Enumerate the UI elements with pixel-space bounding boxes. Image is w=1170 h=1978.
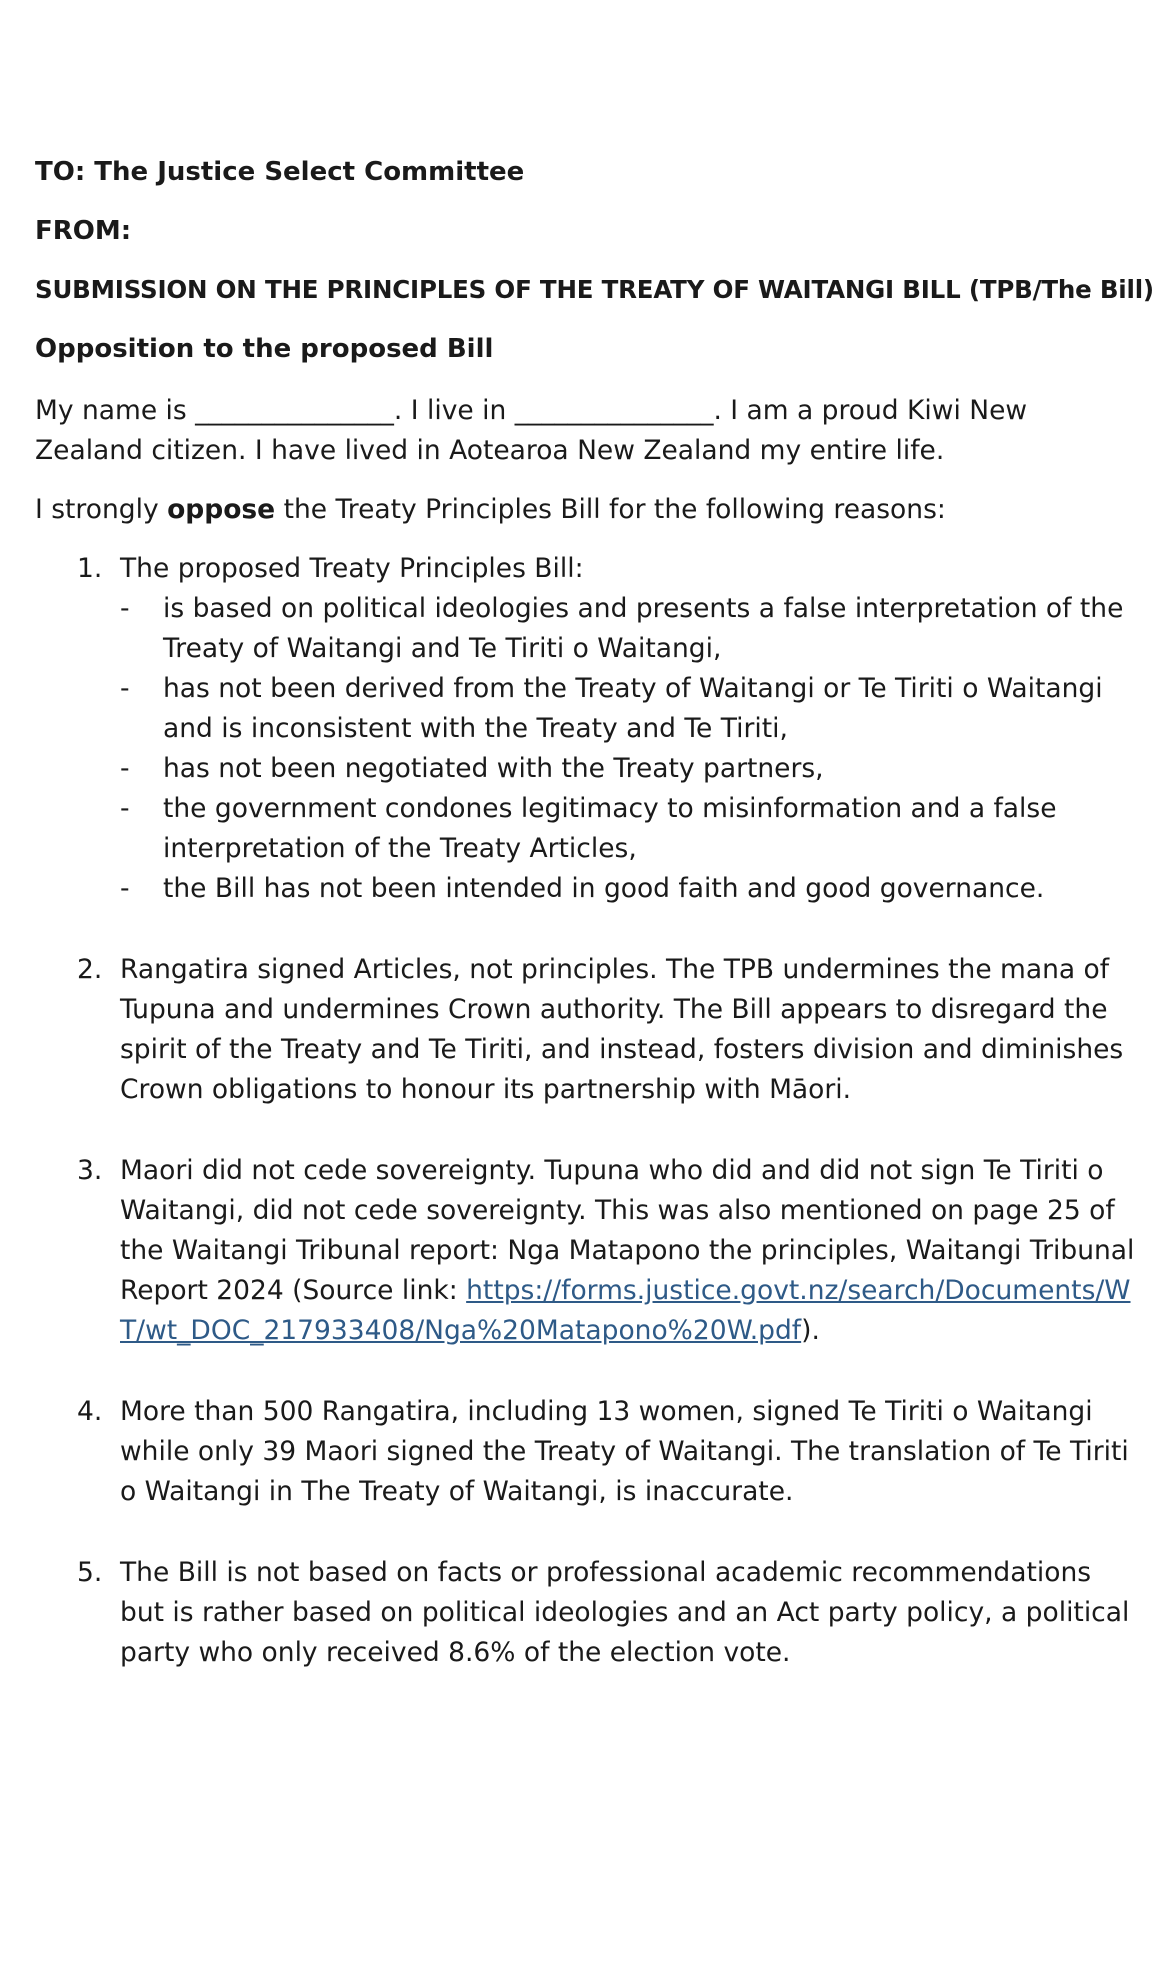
reason-sublist bbox=[120, 589, 1135, 909]
sublist-item bbox=[120, 749, 1135, 789]
sublist-item bbox=[120, 669, 1135, 749]
reason-item bbox=[35, 1553, 1135, 1673]
reason-lead: The proposed Treaty Principles Bill: bbox=[120, 553, 584, 584]
sublist-item bbox=[120, 869, 1135, 909]
reason-text: Maori did not cede sovereignty. Tupuna who did and did not sign Te Tiriti o Waitangi, did not cede sovereignty. This was also mentioned on page 25 of the Waitangi Tribunal report: Nga Matapono the principles, Waitangi Tribunal Report 2024 (Source link: bbox=[120, 1155, 1135, 1306]
sublist-text: has not been negotiated with the Treaty partners, bbox=[163, 753, 824, 784]
sublist-text: is based on political ideologies and presents a false interpretation of the Treaty of Waitangi and Te Tiriti o Waitangi, bbox=[163, 593, 1124, 664]
reason-number: 4. bbox=[77, 1396, 103, 1427]
from-line: FROM: bbox=[35, 216, 132, 246]
stance-emphasis: oppose bbox=[167, 494, 276, 525]
reason-item bbox=[35, 549, 1135, 909]
intro-paragraph: My name is _______________. I live in _______________. I am a proud Kiwi New Zealand citizen. I have lived in Aotearoa New Zealand my entire life. bbox=[35, 395, 1028, 466]
dash-bullet: - bbox=[120, 753, 130, 784]
addressee-line: TO: The Justice Select Committee bbox=[35, 157, 525, 187]
reasons-list bbox=[35, 549, 1135, 1673]
reason-number: 3. bbox=[77, 1155, 103, 1186]
stance-prefix: I strongly bbox=[35, 494, 168, 525]
sublist-item bbox=[120, 789, 1135, 869]
dash-bullet: - bbox=[120, 873, 130, 904]
source-link[interactable]: https://forms.justice.govt.nz/search/Documents/WT/wt_DOC_217933408/Nga%20Matapono%20W.pdf bbox=[120, 1275, 1131, 1346]
dash-bullet: - bbox=[120, 793, 130, 824]
reason-item bbox=[35, 1392, 1135, 1512]
reason-number: 5. bbox=[77, 1557, 103, 1588]
submission-title: SUBMISSION ON THE PRINCIPLES OF THE TREATY OF WAITANGI BILL (TPB/The Bill) bbox=[35, 275, 1154, 304]
sublist-text: has not been derived from the Treaty of Waitangi or Te Tiriti o Waitangi and is inconsistent with the Treaty and Te Tiriti, bbox=[163, 673, 1103, 744]
reason-text: More than 500 Rangatira, including 13 women, signed Te Tiriti o Waitangi while only 39 Maori signed the Treaty of Waitangi. The translation of Te Tiriti o Waitangi in The Treaty of Waitangi, is inaccurate. bbox=[120, 1396, 1129, 1507]
reason-number: 2. bbox=[77, 954, 103, 985]
reason-text-end: ). bbox=[801, 1315, 820, 1346]
reason-text: The Bill is not based on facts or professional academic recommendations but is rather based on political ideologies and an Act party policy, a political party who only received 8.6% of the election vote. bbox=[120, 1557, 1130, 1668]
sublist-item bbox=[120, 589, 1135, 669]
reason-number: 1. bbox=[77, 553, 103, 584]
stance-paragraph bbox=[35, 490, 1135, 530]
sublist-text: the Bill has not been intended in good faith and good governance. bbox=[163, 873, 1045, 904]
sublist-text: the government condones legitimacy to misinformation and a false interpretation of the Treaty Articles, bbox=[163, 793, 1057, 864]
stance-suffix: the Treaty Principles Bill for the following reasons: bbox=[275, 494, 946, 525]
reason-text: Rangatira signed Articles, not principles. The TPB undermines the mana of Tupuna and undermines Crown authority. The Bill appears to disregard the spirit of the Treaty and Te Tiriti, and instead, fosters division and diminishes Crown obligations to honour its partnership with Māori. bbox=[120, 954, 1124, 1105]
dash-bullet: - bbox=[120, 673, 130, 704]
document-page bbox=[35, 155, 1154, 1714]
submission-subtitle: Opposition to the proposed Bill bbox=[35, 334, 494, 364]
dash-bullet: - bbox=[120, 593, 130, 624]
reason-item bbox=[35, 950, 1135, 1110]
reason-item bbox=[35, 1151, 1135, 1351]
